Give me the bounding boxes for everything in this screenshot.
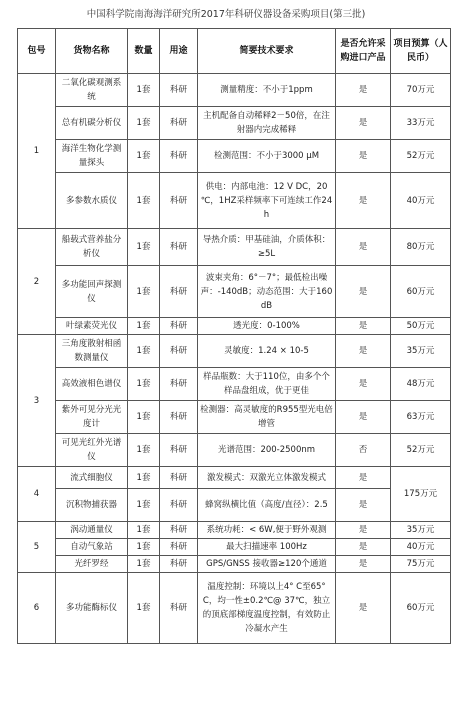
item-name-cell: 叶绿素荧光仪 [56,318,128,335]
import-allowed-cell: 是 [336,335,391,368]
import-allowed-cell: 是 [336,318,391,335]
spec-cell: 检测范围：不小于3000 μM [198,140,336,173]
header-package: 包号 [18,29,56,74]
table-row [18,573,451,644]
item-name-cell: 多参数水质仪 [56,173,128,229]
import-allowed-cell: 是 [336,467,391,489]
import-allowed-cell: 是 [336,107,391,140]
table-row [18,318,451,335]
procurement-table [17,28,451,644]
import-allowed-cell: 是 [336,573,391,644]
table-row [18,266,451,318]
spec-cell: 检测器：高灵敏度的R955型光电倍增管 [198,401,336,434]
budget-cell: 52万元 [391,140,451,173]
budget-cell: 75万元 [391,556,451,573]
table-row [18,434,451,467]
spec-cell: 激发模式：双激光立体激发模式 [198,467,336,489]
header-quantity: 数量 [128,29,160,74]
use-cell: 科研 [160,229,198,266]
table-row [18,368,451,401]
table-row [18,140,451,173]
spec-cell: 波束夹角：6°－7°；最低检出噪声：-140dB；动态范围：大于160dB [198,266,336,318]
spec-cell: 供电：内部电池：12 V DC，20 ℃，1HZ采样频率下可连续工作24h [198,173,336,229]
item-name-cell: 沉积物捕获器 [56,489,128,522]
use-cell: 科研 [160,539,198,556]
item-name-cell: 海洋生物化学测量探头 [56,140,128,173]
use-cell: 科研 [160,335,198,368]
spec-cell: 主机配备自动稀释2－50倍，在注射器内完成稀释 [198,107,336,140]
table-row [18,335,451,368]
package-number-cell: 6 [18,573,56,644]
spec-cell: 样品瓶数：大于110位，由多个个样品盘组成，优于更佳 [198,368,336,401]
package-number-cell: 1 [18,74,56,229]
item-name-cell: 涡动通量仪 [56,522,128,539]
use-cell: 科研 [160,467,198,489]
quantity-cell: 1套 [128,489,160,522]
quantity-cell: 1套 [128,401,160,434]
import-allowed-cell: 是 [336,74,391,107]
table-row [18,74,451,107]
table-row [18,522,451,539]
import-allowed-cell: 否 [336,434,391,467]
item-name-cell: 多功能回声探测仪 [56,266,128,318]
quantity-cell: 1套 [128,318,160,335]
budget-cell: 33万元 [391,107,451,140]
budget-cell: 40万元 [391,539,451,556]
budget-cell: 63万元 [391,401,451,434]
quantity-cell: 1套 [128,556,160,573]
quantity-cell: 1套 [128,539,160,556]
package-number-cell: 2 [18,229,56,335]
table-row [18,173,451,229]
table-row [18,556,451,573]
use-cell: 科研 [160,107,198,140]
spec-cell: 最大扫描速率 100Hz [198,539,336,556]
item-name-cell: 流式细胞仪 [56,467,128,489]
quantity-cell: 1套 [128,266,160,318]
table-row [18,229,451,266]
budget-cell: 40万元 [391,173,451,229]
spec-cell: 测量精度：不小于1ppm [198,74,336,107]
budget-cell: 35万元 [391,522,451,539]
budget-cell: 70万元 [391,74,451,107]
quantity-cell: 1套 [128,573,160,644]
item-name-cell: 总有机碳分析仪 [56,107,128,140]
page-title: 中国科学院南海海洋研究所2017年科研仪器设备采购项目(第三批) [86,9,366,20]
quantity-cell: 1套 [128,229,160,266]
budget-cell: 80万元 [391,229,451,266]
header-budget: 项目预算（人民币） [391,29,451,74]
package-number-cell: 5 [18,522,56,573]
budget-cell: 48万元 [391,368,451,401]
use-cell: 科研 [160,74,198,107]
quantity-cell: 1套 [128,467,160,489]
spec-cell: GPS/GNSS 接收器≥120个通道 [198,556,336,573]
import-allowed-cell: 是 [336,539,391,556]
import-allowed-cell: 是 [336,229,391,266]
item-name-cell: 光纤罗经 [56,556,128,573]
table-row [18,489,451,522]
use-cell: 科研 [160,489,198,522]
use-cell: 科研 [160,401,198,434]
use-cell: 科研 [160,556,198,573]
item-name-cell: 多功能酶标仪 [56,573,128,644]
use-cell: 科研 [160,173,198,229]
budget-cell: 60万元 [391,266,451,318]
table-row [18,467,451,489]
quantity-cell: 1套 [128,335,160,368]
item-name-cell: 可见光红外光谱仪 [56,434,128,467]
import-allowed-cell: 是 [336,489,391,522]
item-name-cell: 三角度散射相函数测量仪 [56,335,128,368]
spec-cell: 温度控制：环境以上4° C至65° C，均一性±0.2℃@ 37℃，独立的顶底部梯度温度控制，有效防止冷凝水产生 [198,573,336,644]
item-name-cell: 紫外可见分光光度计 [56,401,128,434]
item-name-cell: 高效液相色谱仪 [56,368,128,401]
use-cell: 科研 [160,522,198,539]
import-allowed-cell: 是 [336,266,391,318]
import-allowed-cell: 是 [336,522,391,539]
table-row [18,401,451,434]
quantity-cell: 1套 [128,522,160,539]
item-name-cell: 自动气象站 [56,539,128,556]
header-item-name: 货物名称 [56,29,128,74]
quantity-cell: 1套 [128,74,160,107]
spec-cell: 系统功耗：< 6W,便于野外观测 [198,522,336,539]
spec-cell: 透光度：0-100% [198,318,336,335]
item-name-cell: 二氧化碳观测系统 [56,74,128,107]
budget-cell: 175万元 [391,467,451,522]
spec-cell: 导热介质：甲基硅油，介质体积：≥5L [198,229,336,266]
spec-cell: 灵敏度：1.24 × 10-5 [198,335,336,368]
quantity-cell: 1套 [128,107,160,140]
import-allowed-cell: 是 [336,401,391,434]
use-cell: 科研 [160,368,198,401]
budget-cell: 60万元 [391,573,451,644]
import-allowed-cell: 是 [336,173,391,229]
table-row [18,539,451,556]
table-body [18,74,451,644]
budget-cell: 35万元 [391,335,451,368]
import-allowed-cell: 是 [336,556,391,573]
use-cell: 科研 [160,318,198,335]
item-name-cell: 船载式营养盐分析仪 [56,229,128,266]
use-cell: 科研 [160,266,198,318]
quantity-cell: 1套 [128,368,160,401]
table-row [18,107,451,140]
package-number-cell: 4 [18,467,56,522]
import-allowed-cell: 是 [336,368,391,401]
use-cell: 科研 [160,140,198,173]
budget-cell: 52万元 [391,434,451,467]
header-spec: 简要技术要求 [198,29,336,74]
header-use: 用途 [160,29,198,74]
import-allowed-cell: 是 [336,140,391,173]
use-cell: 科研 [160,434,198,467]
table-header-row [18,29,451,74]
spec-cell: 蜂窝纵横比值（高度/直径）：2.5 [198,489,336,522]
quantity-cell: 1套 [128,173,160,229]
budget-cell: 50万元 [391,318,451,335]
use-cell: 科研 [160,573,198,644]
header-import-allowed: 是否允许采购进口产品 [336,29,391,74]
quantity-cell: 1套 [128,434,160,467]
package-number-cell: 3 [18,335,56,467]
quantity-cell: 1套 [128,140,160,173]
spec-cell: 光谱范围：200-2500nm [198,434,336,467]
